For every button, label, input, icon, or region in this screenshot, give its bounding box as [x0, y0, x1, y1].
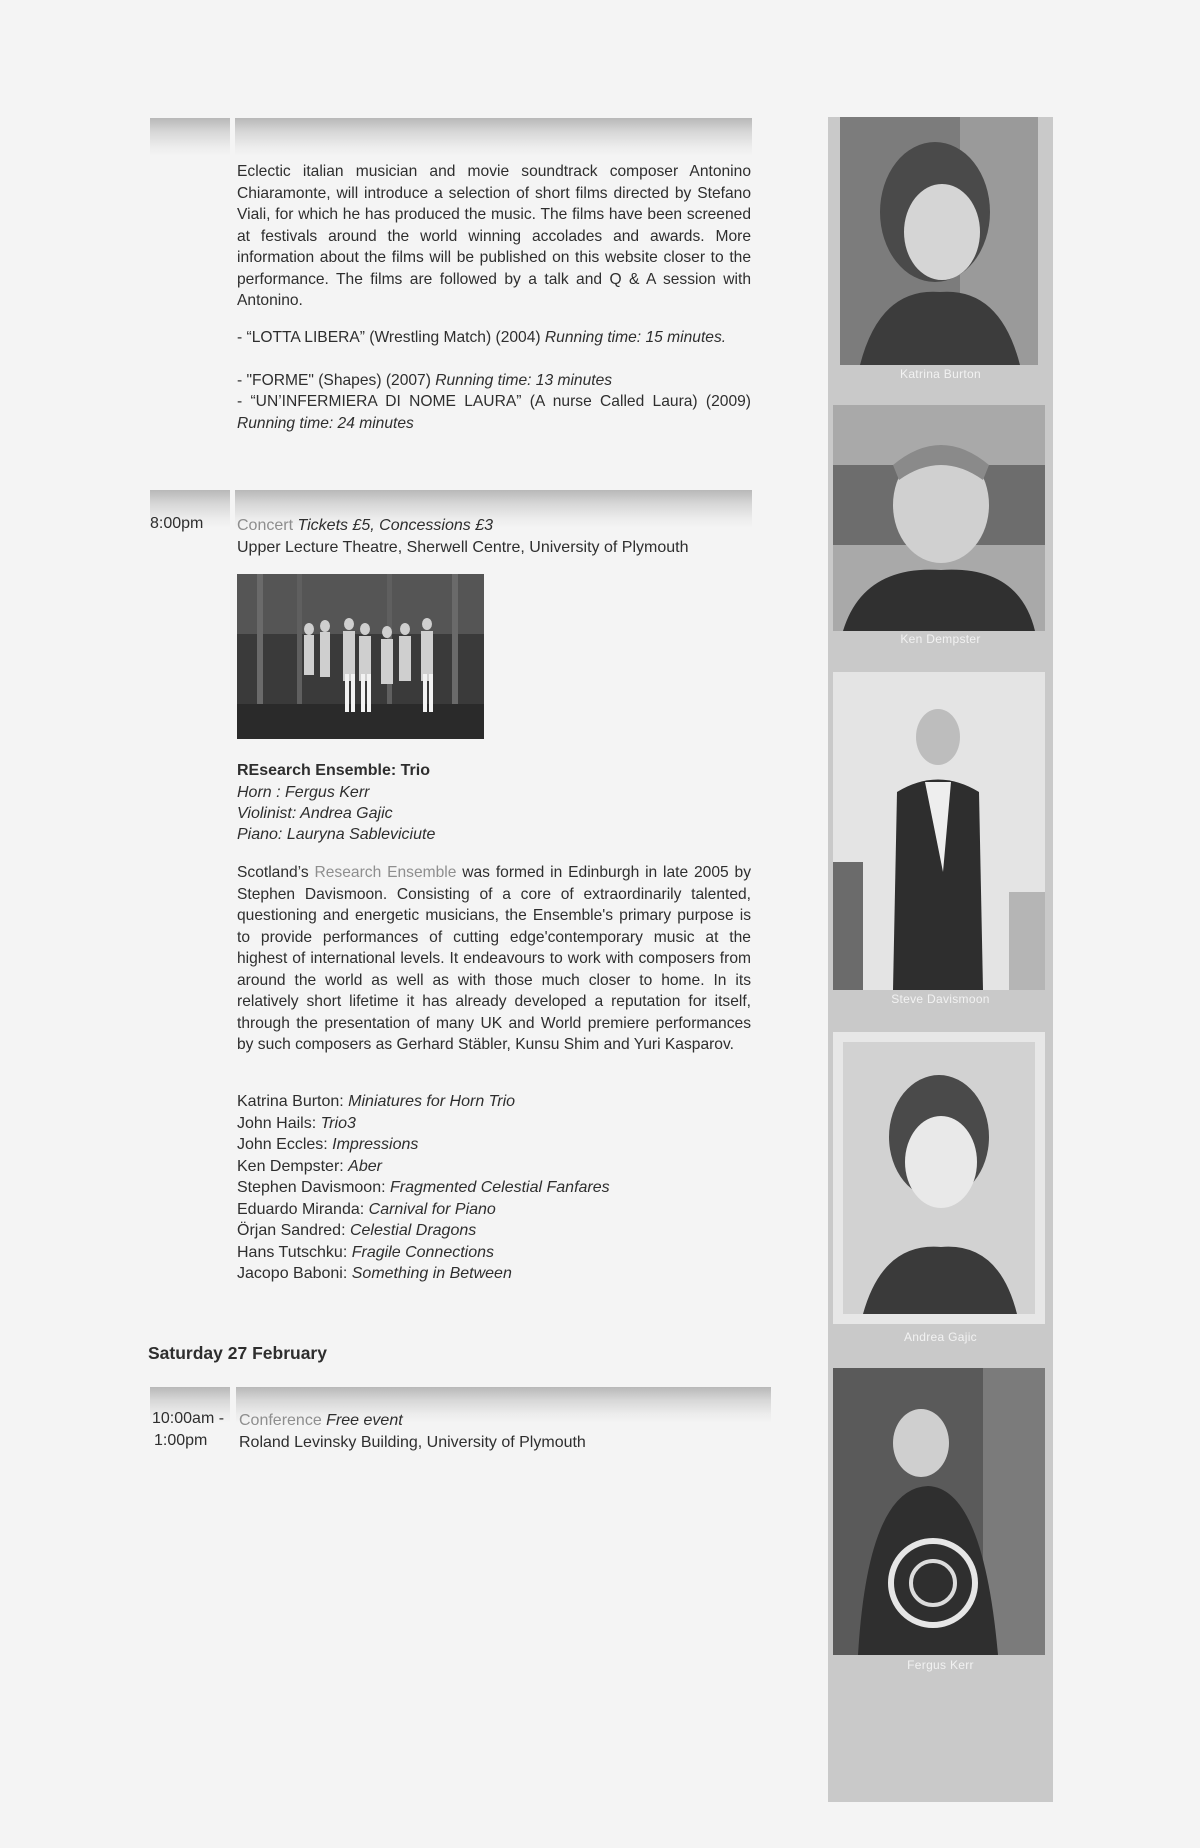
time-dash: -	[218, 1410, 225, 1427]
composer: Hans Tutschku:	[237, 1243, 352, 1261]
caption-ken-dempster: Ken Dempster	[900, 632, 981, 646]
composer: Eduardo Miranda:	[237, 1200, 369, 1218]
ensemble-link[interactable]: Research Ensemble	[314, 864, 457, 881]
work-title: Something in Between	[351, 1265, 512, 1282]
caption-fergus-kerr: Fergus Kerr	[907, 1658, 974, 1672]
caption-steve-davismoon: Steve Davismoon	[891, 992, 990, 1006]
photo-fergus-kerr	[833, 1368, 1045, 1655]
conference-time-end: 1:00pm	[154, 1432, 208, 1449]
composer: Jacopo Baboni:	[237, 1265, 352, 1282]
programme-item	[237, 1156, 757, 1178]
event-price: Free event	[326, 1412, 403, 1429]
performer-piano: Piano: Lauryna Sableviciute	[237, 826, 436, 843]
concert-time: 8:00pm	[150, 515, 204, 532]
ensemble-group-photo	[237, 574, 484, 739]
caption-andrea-gajic: Andrea Gajic	[904, 1330, 977, 1344]
composer: John Eccles:	[237, 1136, 333, 1153]
photo-andrea-gajic	[833, 1032, 1045, 1324]
work-title: Aber	[348, 1157, 382, 1175]
composer: John Hails:	[237, 1114, 321, 1132]
time-start: 10:00am	[152, 1410, 215, 1427]
ensemble-bio	[237, 862, 751, 1056]
composer: Stephen Davismoon:	[237, 1179, 390, 1196]
caption-katrina-burton: Katrina Burton	[900, 367, 981, 381]
work-title: Miniatures for Horn Trio	[348, 1093, 516, 1110]
work-title: Impressions	[332, 1136, 419, 1153]
programme-item	[237, 1263, 757, 1285]
composer: Örjan Sandred:	[237, 1222, 350, 1239]
conference-time-start	[152, 1410, 224, 1428]
concert-heading	[237, 515, 757, 536]
ensemble-title: REsearch Ensemble: Trio	[237, 762, 430, 779]
conference-heading	[239, 1410, 403, 1431]
bio-text: was formed in Edinburgh in late 2005 by Stephen Davismoon. Consisting of a core of extraordinarily talented, questioning and energetic musicians, the Ensemble's primary purpose is to provide performances of cutting edge'contemporary music at the highest of international levels. It endeavours to work with composers from around the world as well as with those much closer to home. In its relatively short lifetime it has already developed a reputation for itself, through the presentation of many UK and World premiere performances by such composers as Gerhard Stäbler, Kunsu Shim and Yuri Kasparov.	[237, 864, 752, 1053]
work-title: Carnival for Piano	[368, 1200, 496, 1218]
films-intro: Eclectic italian musician and movie soundtrack composer Antonino Chiaramonte, will introduce a selection of short films directed by Stefano Viali, for which he has produced the music. The films have been screened at festivals around the world winning accolades and awards. More information about the films will be published on this website closer to the performance. The films are followed by a talk and Q & A session with Antonino.	[237, 163, 751, 309]
programme-item	[237, 1199, 757, 1221]
work-title: Celestial Dragons	[349, 1222, 477, 1239]
programme-list	[237, 1091, 757, 1285]
composer: Katrina Burton:	[237, 1093, 349, 1110]
header-bar	[235, 118, 752, 156]
film-item-3	[237, 391, 751, 434]
performer-violin: Violinist: Andrea Gajic	[237, 805, 393, 822]
performer-horn: Horn : Fergus Kerr	[237, 784, 370, 801]
ticket-prices: Tickets £5, Concessions £3	[297, 517, 493, 534]
composer: Ken Dempster:	[237, 1157, 349, 1175]
photo-steve-davismoon	[833, 672, 1045, 990]
film-title: - “LOTTA LIBERA” (Wrestling Match) (2004)	[237, 329, 545, 346]
film-running-time: Running time: 15 minutes.	[544, 329, 727, 346]
programme-item	[237, 1134, 757, 1156]
conference-venue: Roland Levinsky Building, University of Plymouth	[239, 1434, 586, 1451]
film-running-time: Running time: 24 minutes	[237, 414, 414, 432]
film-title: - "FORME" (Shapes) (2007)	[237, 372, 436, 389]
work-title: Trio3	[320, 1114, 356, 1132]
photo-ken-dempster	[833, 405, 1045, 631]
day-heading: Saturday 27 February	[148, 1343, 327, 1363]
programme-item	[237, 1242, 757, 1264]
work-title: Fragmented Celestial Fanfares	[389, 1179, 610, 1196]
film-item-2	[237, 370, 751, 392]
concert-venue: Upper Lecture Theatre, Sherwell Centre, University of Plymouth	[237, 539, 689, 556]
event-type: Conference	[239, 1412, 322, 1429]
photo-katrina-burton	[840, 117, 1038, 365]
film-title: - “UN’INFERMIERA DI NOME LAURA” (A nurse Called Laura) (2009)	[237, 393, 751, 410]
film-item-1	[237, 327, 751, 349]
header-bar-left	[150, 118, 230, 156]
programme-item	[237, 1177, 757, 1199]
programme-item	[237, 1220, 757, 1242]
bio-prefix: Scotland’s	[237, 864, 315, 881]
programme-item	[237, 1113, 757, 1135]
film-running-time: Running time: 13 minutes	[435, 372, 613, 389]
event-type: Concert	[237, 517, 294, 534]
programme-item	[237, 1091, 757, 1113]
work-title: Fragile Connections	[351, 1243, 495, 1261]
